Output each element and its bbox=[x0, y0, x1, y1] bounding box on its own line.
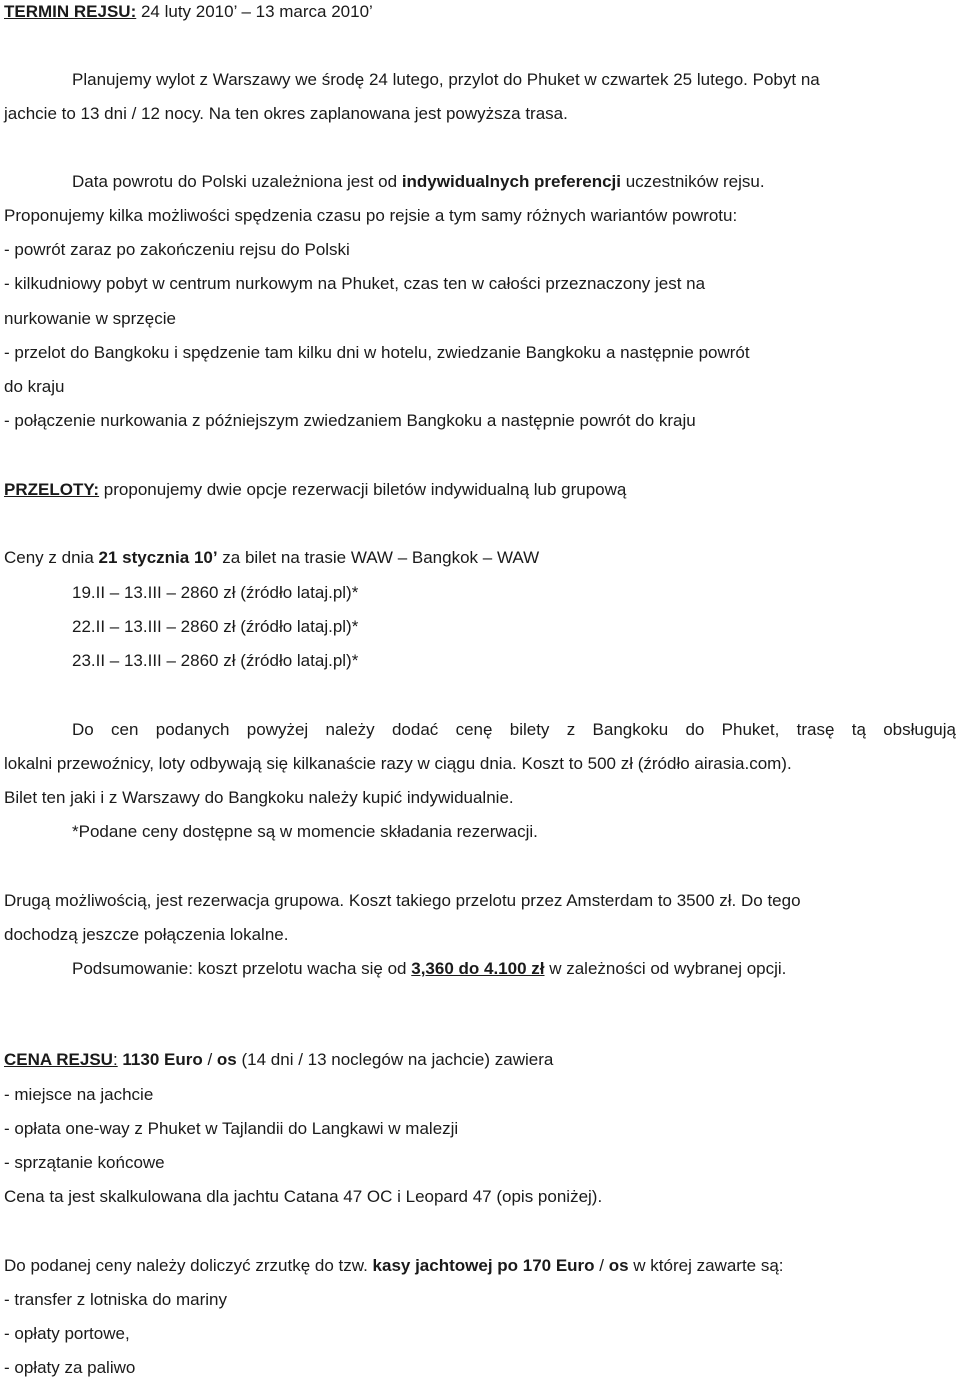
intro-line-2: jachcie to 13 dni / 12 nocy. Na ten okres zaplanowana jest powyższa trasa. bbox=[4, 104, 568, 123]
return-option-3-line-1: - przelot do Bangkoku i spędzenie tam kilku dni w hotelu, zwiedzanie Bangkoku a następnie powrót bbox=[4, 343, 750, 362]
summary-line bbox=[72, 959, 786, 979]
note-line-2: lokalni przewoźnicy, loty odbywają się kilkanaście razy w ciągu dnia. Koszt to 500 zł (źródło airasia.com). bbox=[4, 754, 792, 773]
cruise-price-heading bbox=[4, 1050, 553, 1070]
return-date-line bbox=[72, 172, 765, 192]
prices-suffix: za bilet na trasie WAW – Bangkok – WAW bbox=[217, 548, 540, 567]
termin-dates: 24 luty 2010’ – 13 marca 2010’ bbox=[136, 2, 373, 21]
note-line-1: Do cen podanych powyżej należy dodać cenę bilety z Bangkoku do Phuket, trasę tą obsługują bbox=[72, 720, 956, 739]
yacht-fund-line bbox=[4, 1256, 784, 1276]
termin-heading bbox=[4, 2, 373, 22]
return-date-bold: indywidualnych preferencji bbox=[401, 172, 621, 191]
price-footnote: *Podane ceny dostępne są w momencie składania rezerwacji. bbox=[72, 822, 538, 841]
flights-text: proponujemy dwie opcje rezerwacji biletów indywidualną lub grupową bbox=[99, 480, 627, 499]
flights-heading bbox=[4, 480, 626, 500]
yacht-fund-suffix: w której zawarte są: bbox=[628, 1256, 784, 1275]
included-item-1: - miejsce na jachcie bbox=[4, 1085, 154, 1104]
summary-range: 3,360 do 4.100 zł bbox=[411, 959, 545, 978]
return-option-3-line-2: do kraju bbox=[4, 377, 65, 396]
fund-item-3: - opłaty za paliwo bbox=[4, 1358, 136, 1377]
cruise-price-amount: 1130 Euro bbox=[117, 1050, 203, 1069]
price-row-3: 23.II – 13.III – 2860 zł (źródło lataj.pl)* bbox=[72, 651, 359, 670]
return-option-4: - połączenie nurkowania z późniejszym zwiedzaniem Bangkoku a następnie powrót do kraju bbox=[4, 411, 696, 430]
note-line-3: Bilet ten jaki i z Warszawy do Bangkoku należy kupić indywidualnie. bbox=[4, 788, 514, 807]
yacht-fund-os: os bbox=[608, 1256, 629, 1275]
return-option-2-line-2: nurkowanie w sprzęcie bbox=[4, 309, 176, 328]
yacht-fund-slash: / bbox=[594, 1256, 609, 1275]
return-option-1: - powrót zaraz po zakończeniu rejsu do Polski bbox=[4, 240, 350, 259]
prices-intro bbox=[4, 548, 539, 568]
price-calc-note: Cena ta jest skalkulowana dla jachtu Catana 47 OC i Leopard 47 (opis poniżej). bbox=[4, 1187, 603, 1206]
cruise-price-label: CENA REJSU bbox=[4, 1050, 113, 1069]
termin-label: TERMIN REJSU: bbox=[4, 2, 137, 21]
cruise-price-colon: : bbox=[112, 1050, 118, 1069]
return-date-prefix: Data powrotu do Polski uzależniona jest od bbox=[72, 172, 402, 191]
fund-item-1: - transfer z lotniska do mariny bbox=[4, 1290, 227, 1309]
return-options-intro: Proponujemy kilka możliwości spędzenia czasu po rejsie a tym samy różnych wariantów powrotu: bbox=[4, 206, 738, 225]
yacht-fund-prefix: Do podanej ceny należy doliczyć zrzutkę do tzw. bbox=[4, 1256, 373, 1275]
return-option-2-line-1: - kilkudniowy pobyt w centrum nurkowym na Phuket, czas ten w całości przeznaczony jest na bbox=[4, 274, 706, 293]
prices-prefix: Ceny z dnia bbox=[4, 548, 99, 567]
summary-prefix: Podsumowanie: koszt przelotu wacha się od bbox=[72, 959, 412, 978]
included-item-3: - sprzątanie końcowe bbox=[4, 1153, 165, 1172]
group-line-1: Drugą możliwością, jest rezerwacja grupowa. Koszt takiego przelotu przez Amsterdam to 3500 zł. Do tego bbox=[4, 891, 801, 910]
return-date-suffix: uczestników rejsu. bbox=[620, 172, 765, 191]
group-line-2: dochodzą jeszcze połączenia lokalne. bbox=[4, 925, 289, 944]
fund-item-2: - opłaty portowe, bbox=[4, 1324, 130, 1343]
price-row-2: 22.II – 13.III – 2860 zł (źródło lataj.pl)* bbox=[72, 617, 359, 636]
flights-label: PRZELOTY: bbox=[4, 480, 100, 499]
summary-suffix: w zależności od wybranej opcji. bbox=[544, 959, 787, 978]
cruise-price-slash: / bbox=[202, 1050, 217, 1069]
cruise-price-rest: (14 dni / 13 noclegów na jachcie) zawiera bbox=[236, 1050, 554, 1069]
included-item-2: - opłata one-way z Phuket w Tajlandii do Langkawi w malezji bbox=[4, 1119, 459, 1138]
cruise-price-os: os bbox=[216, 1050, 237, 1069]
intro-line-1: Planujemy wylot z Warszawy we środę 24 lutego, przylot do Phuket w czwartek 25 lutego. Pobyt na bbox=[72, 70, 820, 89]
price-row-1: 19.II – 13.III – 2860 zł (źródło lataj.pl)* bbox=[72, 583, 359, 602]
yacht-fund-amount: kasy jachtowej po 170 Euro bbox=[372, 1256, 595, 1275]
prices-date: 21 stycznia 10’ bbox=[98, 548, 218, 567]
